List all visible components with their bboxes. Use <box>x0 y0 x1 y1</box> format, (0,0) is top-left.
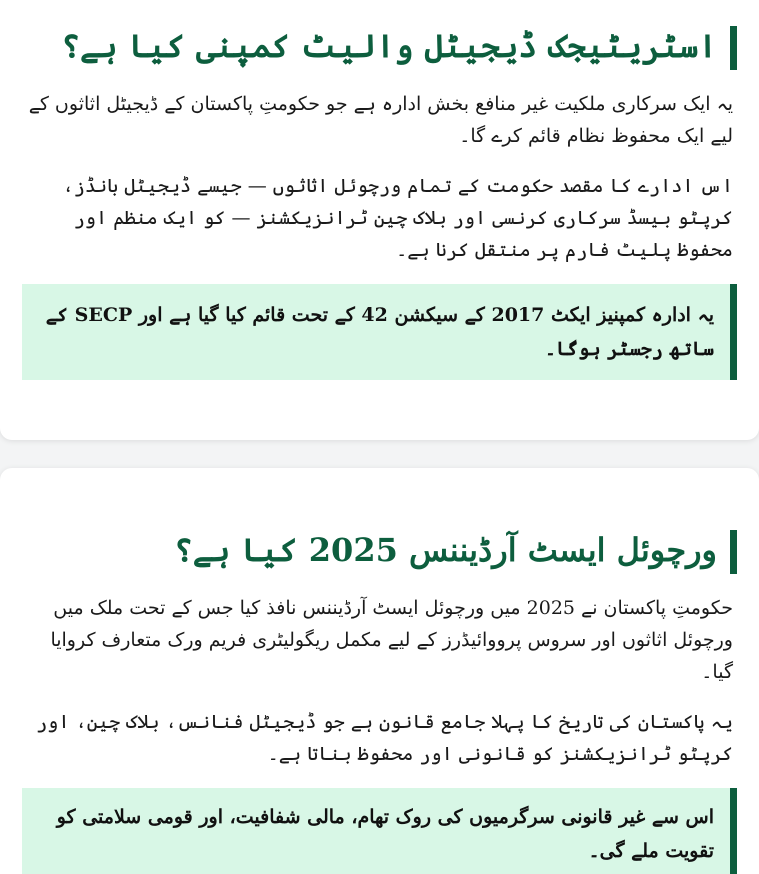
info-card-virtual-asset-ordinance <box>0 468 759 874</box>
highlight-callout: اس سے غیر قانونی سرگرمیوں کی روک تھام، مالی شفافیت، اور قومی سلامتی کو تقویت ملے گی۔ <box>22 788 737 874</box>
section-paragraph: یہ ایک سرکاری ملکیت غیر منافع بخش ادارہ ہے جو حکومتِ پاکستان کے ڈیجیٹل اثاثوں کے لیے ایک محفوظ نظام قائم کرے گا۔ <box>28 93 733 147</box>
highlight-callout: یہ ادارہ کمپنیز ایکٹ 2017 کے سیکشن 42 کے تحت قائم کیا گیا ہے اور SECP کے ساتھ رجسٹر ہوگا۔ <box>22 284 737 380</box>
section-paragraph: یہ پاکستان کی تاریخ کا پہلا جامع قانون ہے جو ڈیجیٹل فنانس، بلاک چین، اور کرپٹو ٹرانزیکشنز کو قانونی اور محفوظ بناتا ہے۔ <box>36 711 733 765</box>
section-heading: اسٹریٹیجک ڈیجیٹل والیٹ کمپنی کیا ہے؟ <box>22 22 737 70</box>
section-heading: ورچوئل ایسٹ آرڈیننس 2025 کیا ہے؟ <box>22 526 737 574</box>
section-paragraph: اس ادارے کا مقصد حکومت کے تمام ورچوئل اثاثوں — جیسے ڈیجیٹل بانڈز، کرپٹو بیسڈ سرکاری کرنسی اور بلاک چین ٹرانزیکشنز — کو ایک منظم اور محفوظ پلیٹ فارم پر منتقل کرنا ہے۔ <box>62 175 733 261</box>
section-paragraph: حکومتِ پاکستان نے 2025 میں ورچوئل ایسٹ آرڈیننس نافذ کیا جس کے تحت ملک میں ورچوئل اثاثوں اور سروس پرووائیڈرز کے لیے مکمل ریگولیٹری فریم ورک متعارف کروایا گیا۔ <box>50 597 733 683</box>
